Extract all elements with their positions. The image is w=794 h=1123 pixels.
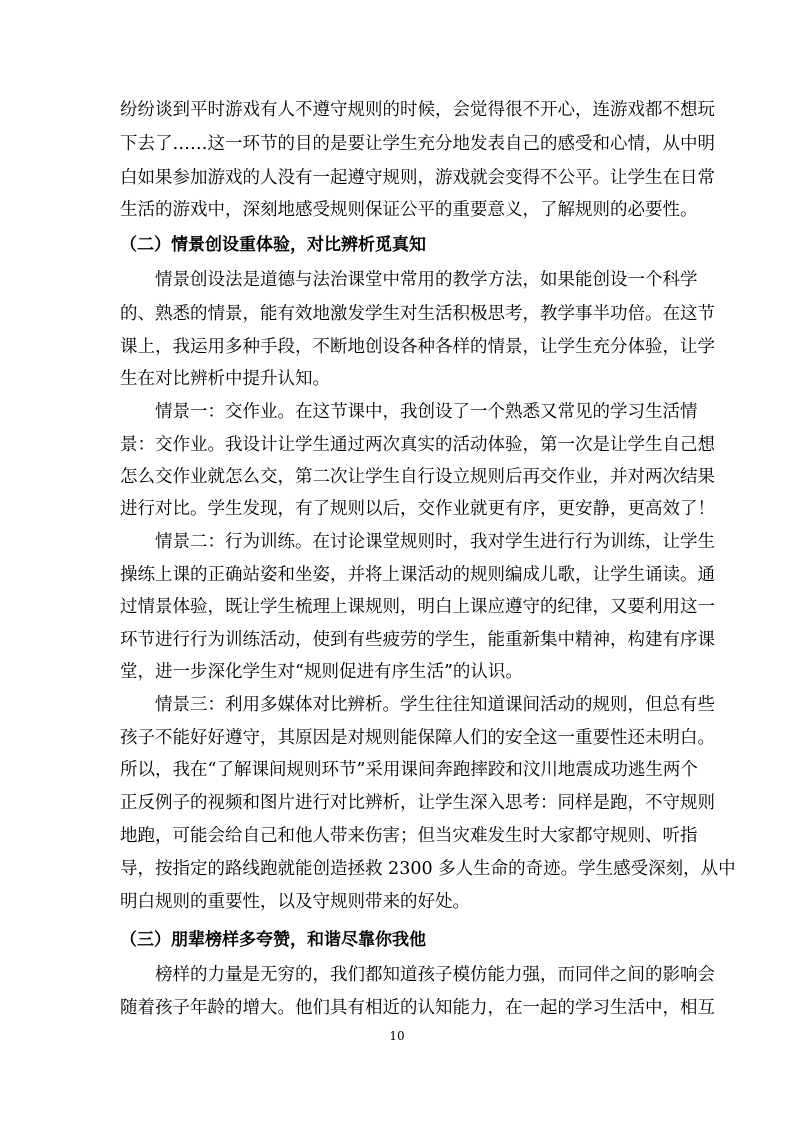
body-line: 生在对比辨析中提升认知。 bbox=[120, 369, 330, 389]
body-line: 情景创设法是道德与法治课堂中常用的教学方法，如果能创设一个科学 bbox=[155, 270, 698, 290]
body-line: 情景二：行为训练。在讨论课堂规则时，我对学生进行行为训练，让学生 bbox=[155, 532, 715, 552]
body-line: 操练上课的正确站姿和坐姿，并将上课活动的规则编成儿歌，让学生诵读。通 bbox=[120, 565, 715, 585]
body-line: 堂，进一步深化学生对“规则促进有序生活”的认识。 bbox=[120, 662, 523, 682]
body-line: 情景三：利用多媒体对比辨析。学生往往知道课间活动的规则，但总有些 bbox=[155, 695, 715, 715]
body-line: 景：交作业。我设计让学生通过两次真实的活动体验，第一次是让学生自己想 bbox=[120, 435, 715, 455]
body-line: 环节进行行为训练活动，使到有些疲劳的学生，能重新集中精神，构建有序课 bbox=[120, 630, 715, 650]
body-line: 随着孩子年龄的增大。他们具有相近的认知能力，在一起的学习生活中，相互 bbox=[120, 998, 715, 1018]
body-line: 正反例子的视频和图片进行对比辨析，让学生深入思考：同样是跑，不守规则 bbox=[120, 793, 715, 813]
body-line: 进行对比。学生发现，有了规则以后，交作业就更有序，更安静，更高效了！ bbox=[120, 499, 715, 519]
body-line: 导，按指定的路线跑就能创造拯救 2300 多人生命的奇迹。学生感受深刻，从中 bbox=[120, 859, 736, 879]
body-line: 的、熟悉的情景，能有效地激发学生对生活积极思考，教学事半功倍。在这节 bbox=[120, 304, 715, 324]
body-line: 课上，我运用多种手段，不断地创设各种各样的情景，让学生充分体验，让学 bbox=[120, 337, 715, 357]
body-line: 所以，我在“了解课间规则环节”采用课间奔跑摔跤和汶川地震成功逃生两个 bbox=[120, 760, 698, 780]
body-line: 纷纷谈到平时游戏有人不遵守规则的时候，会觉得很不开心，连游戏都不想玩 bbox=[120, 100, 715, 120]
body-line: 孩子不能好好遵守，其原因是对规则能保障人们的安全这一重要性还未明白。 bbox=[120, 728, 715, 748]
body-line: 下去了……这一环节的目的是要让学生充分地发表自己的感受和心情，从中明 bbox=[120, 134, 715, 154]
body-line: 过情景体验，既让学生梳理上课规则，明白上课应遵守的纪律，又要利用这一 bbox=[120, 597, 715, 617]
body-line: 生活的游戏中，深刻地感受规则保证公平的重要意义，了解规则的必要性。 bbox=[120, 200, 698, 220]
body-line: 明白规则的重要性，以及守规则带来的好处。 bbox=[120, 892, 470, 912]
body-line: 怎么交作业就怎么交，第二次让学生自行设立规则后再交作业，并对两次结果 bbox=[120, 467, 715, 487]
section-heading-2: （二）情景创设重体验，对比辨析觅真知 bbox=[120, 235, 426, 255]
section-heading-3: （三）朋辈榜样多夸赞，和谐尽靠你我他 bbox=[120, 930, 426, 950]
body-line: 榜样的力量是无穷的，我们都知道孩子模仿能力强，而同伴之间的影响会 bbox=[155, 965, 715, 985]
page-number: 10 bbox=[389, 1029, 405, 1043]
body-line: 情景一：交作业。在这节课中，我创设了一个熟悉又常见的学习生活情 bbox=[155, 402, 698, 422]
body-line: 地跑，可能会给自己和他人带来伤害；但当灾难发生时大家都守规则、听指 bbox=[120, 826, 698, 846]
body-line: 白如果参加游戏的人没有一起遵守规则，游戏就会变得不公平。让学生在日常 bbox=[120, 168, 715, 188]
